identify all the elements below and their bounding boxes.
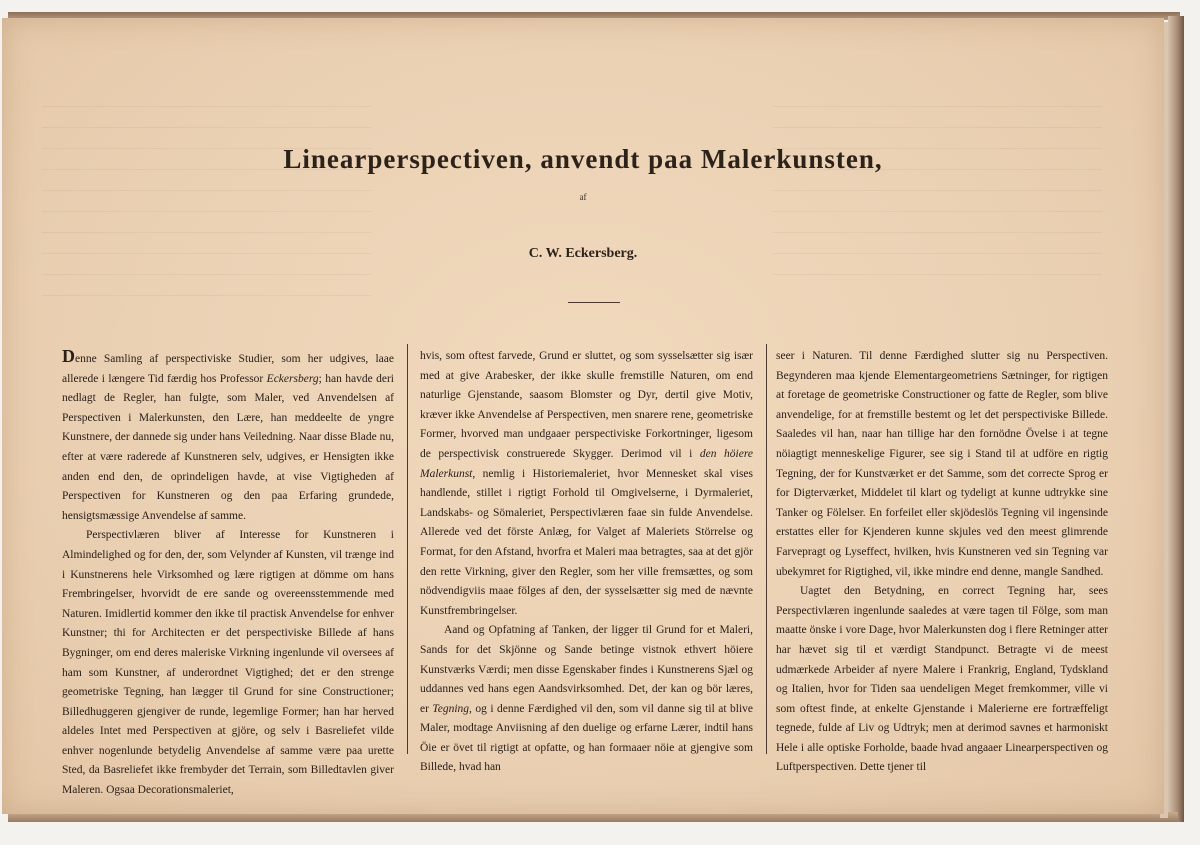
- text-run: Aand og Opfatning af Tanken, der ligger til Grund for et Maleri, Sands for det Skjönne og Sande betinge vistnok ethvert höiere Kunstværks Værdi; men disse Egenskaber findes i Kunstnerens Sjæl og uddannes ved hans egen Aandsvirksomhed. Det, der kan og bör læres, er: [420, 624, 753, 715]
- byline-af: af: [579, 192, 587, 202]
- emphasized-text: Tegning: [432, 702, 470, 715]
- text-run: seer i Naturen. Til denne Færdighed slutter sig nu Perspectiven. Begynderen maa kjende Elementargeometriens Sætninger, for rigtigen at foretage de geometriske Constructioner og fatte de Regler, som blive anvendelige, for at fremstille bestemt og let det perspectiviske Billede. Saaledes vil han, naar han tillige har den fornödne Övelse i at tegne nöiagtigt menneskelige Figurer, see sig i Stand til at udföre en rigtig Tegning, der for Kunstværket er det Samme, som det correcte Sprog er for Digterværket, Middelet til klart og tydeligt at kunne udtrykke sine Tanker og Fölelser. En forfeilet eller skjödeslös Tegning vil ingensinde erstattes eller for Kjenderen kunne skjules ved den meest glimrende Farvepragt og Lyseffect, hvilken, hvis Kunstneren ved sin Tegning var ubekymret for Rigtighed, vil, ikke mindre end denne, mangle Sandhed.: [776, 350, 1108, 578]
- text-run: , nemlig i Historiemaleriet, hvor Mennesket skal vises handlende, stillet i rigtigt Forhold til Omgivelserne, i Dyrmaleriet, Landskabs- og Sömaleriet, Perspectivlæren faae sin fulde Anvendelse. Allerede ved det förste Anlæg, for Valget af Maleriets Störrelse og Format, for den Afstand, hvorfra et Maleri maa betragtes, saa at det gjör den rette Virkning, giver den Regler, som her ville fremsættes, og som nödvendigviis maae fölges af den, der sysselsætter sig med de nævnte Kunstfrembringelser.: [420, 467, 753, 617]
- title-divider: [568, 302, 620, 303]
- text-run: Uagtet den Betydning, en correct Tegning har, sees Perspectivlæren ingenlunde saaledes at være tagen til Fölge, som man maatte önske i vore Dage, hvor Malerkunsten dog i flere Retninger atter har hævet sig til et værdigt Standpunct. Betragte vi de meest udmærkede Arbeider af nyere Malere i Frankrig, England, Tydskland og Italien, hvor for Tiden saa uendeligen Meget fremkommer, ville vi som oftest finde, at enkelte Gjenstande i Malerierne ere fortræffeligt tegnede, fulde af Liv og Udtryk; men at derimod savnes et harmoniskt Hele i alle optiske Forholde, baade hvad angaaer Linearperspectiven og Luftperspectiven. Dette tjener til: [776, 585, 1108, 774]
- emphasized-text: den höiere Malerkunst: [420, 447, 753, 480]
- book-cover-edge-right: [1168, 16, 1184, 822]
- paragraph: [420, 347, 753, 621]
- show-through-left: [42, 88, 372, 328]
- document-page: [2, 18, 1164, 814]
- text-run: hvis, som oftest farvede, Grund er sluttet, og som sysselsætter sig især med at give Arabesker, der ikke skulle fremstille Naturen, om end naturlige Gjenstande, saasom Blomster og Dyr, dertil give Motiv, kræver ikke Anvendelse af Perspectiven, men snarere rene, geometriske Former, hvorved man undgaaer perspectiviske Forkortninger, ligesom de perspectivisk construerede Skygger. Derimod vil i: [420, 350, 753, 460]
- column-divider-2: [766, 344, 767, 754]
- column-divider-1: [407, 344, 408, 754]
- paragraph: [776, 582, 1108, 778]
- emphasized-text: Eckersberg: [266, 372, 319, 385]
- text-run: Perspectivlæren bliver af Interesse for Kunstneren i Almindelighed og for den, der, som Velynder af Kunsten, vil trænge ind i Kunstnerens hele Virksomhed og lære rigtigen at dömme om hans Frembringelser, hvorvidt de ere sande og overeensstemmende med Naturen. Imidlertid kommer den ikke til practisk Anvendelse for enhver Kunstner; thi for Architecten er det perspectiviske Billede af hans Bygninger, om end deres maleriske Virkning ingenlunde vil oversees af ham som Kunstner, af underordnet Vigtighed; det er den strenge geometriske Tegning, han lægger til Grund for sine Constructioner; Billedhuggeren gjengiver de runde, legemlige Former; han har herved aldeles Intet med Perspectiven at gjöre, og selv i Basreliefet vilde enhver nogenlunde betydelig Anvendelse af samme være paa urette Sted, da Basreliefet ikke frembyder det Terrain, som Billedtavlen giver Maleren. Ogsaa Decorationsmaleriet,: [62, 529, 394, 797]
- author-name: C. W. Eckersberg.: [528, 246, 638, 261]
- paragraph: [62, 526, 394, 800]
- paragraph: [62, 347, 394, 526]
- text-column-3: [776, 347, 1108, 778]
- text-run: ; han havde deri nedlagt de Regler, han fulgte, som Maler, ved Anvendelsen af Perspectiven i Malerkunsten, den Lære, han meddeelte de yngre Kunstnere, der dannede sig under hans Veiledning. Naar disse Blade nu, efter at være raderede af Kunstneren selv, udgives, er Hensigten ikke anden end den, de oprindeligen havde, at vise Vigtigheden af Perspectiven for Kunstneren og den paa Erfaring grundede, hensigtsmæssige Anvendelse af samme.: [62, 372, 394, 522]
- text-run: enne Samling af perspectiviske Studier, som her udgives, laae allerede i længere Tid færdig hos Professor: [62, 353, 394, 385]
- drop-initial: D: [62, 346, 75, 366]
- document-title: Linearperspectiven, anvendt paa Malerkunsten,: [283, 144, 883, 174]
- paragraph: [420, 621, 753, 778]
- paragraph: [776, 347, 1108, 582]
- text-run: , og i denne Færdighed vil den, som vil danne sig til at blive Maler, modtage Anviisning af den duelige og erfarne Lærer, indtil hans Öie er övet til rigtigt at opfatte, og han formaaer nöie at gjengive som Billede, hvad han: [420, 702, 753, 774]
- text-column-1: [62, 347, 394, 801]
- text-column-2: [420, 347, 753, 778]
